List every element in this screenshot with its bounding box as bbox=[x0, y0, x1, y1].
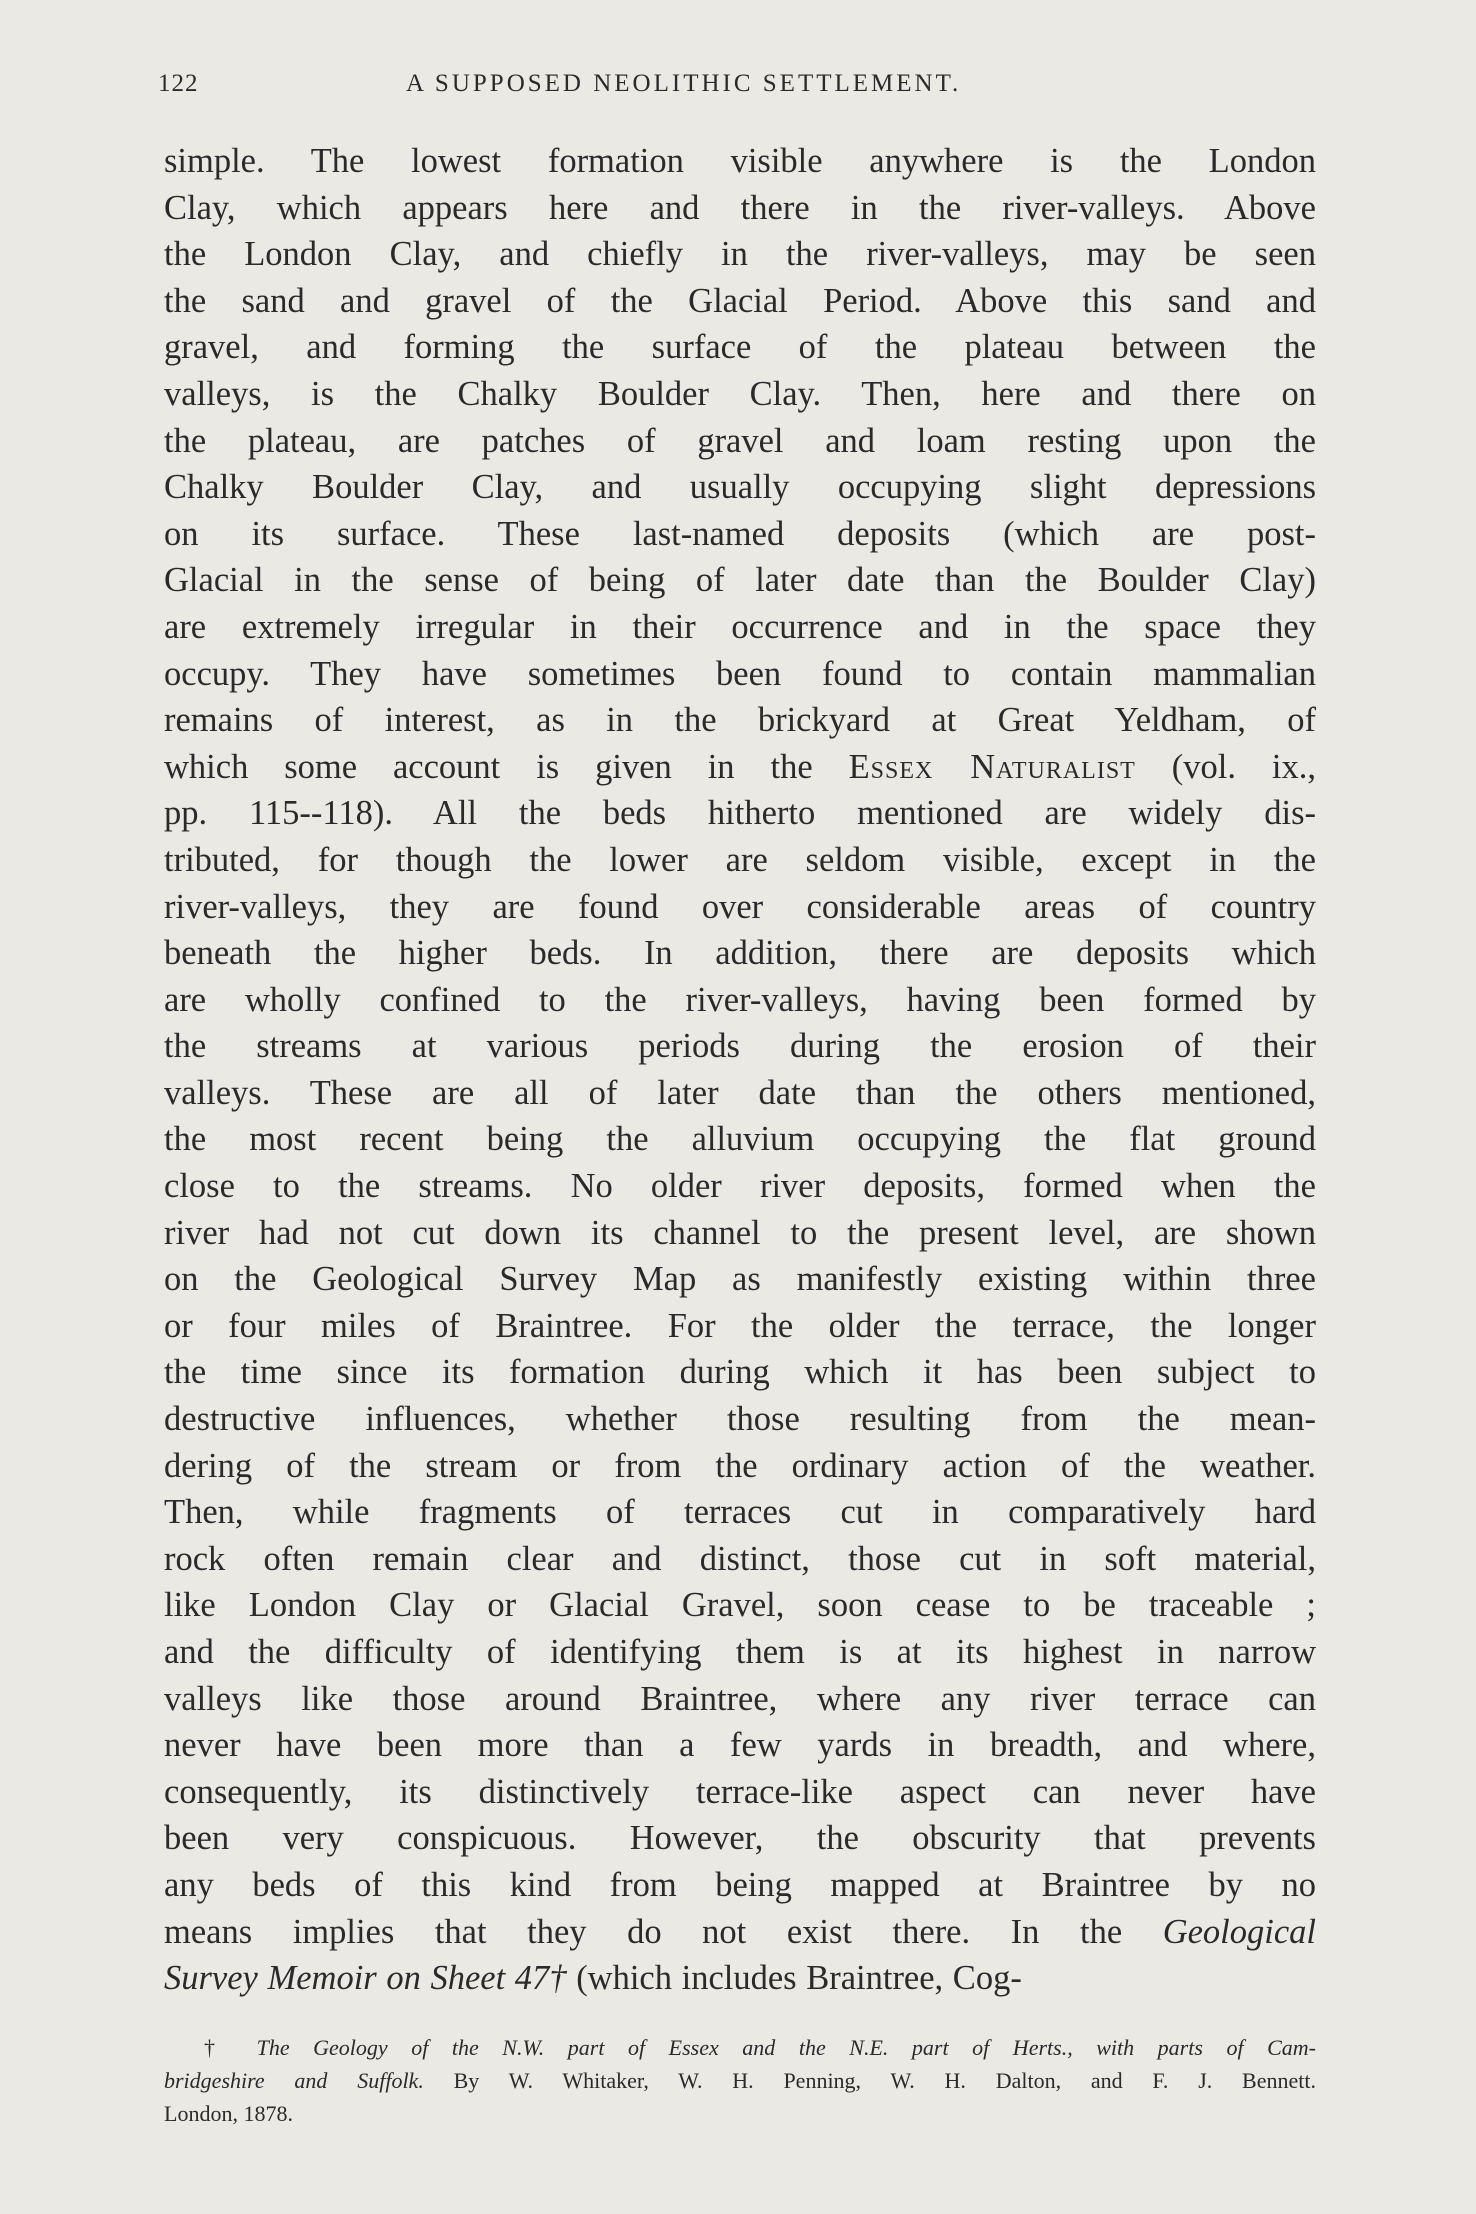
body-text-line: never have been more than a few yards in breadth, and where, bbox=[164, 1726, 1316, 1765]
body-text-line: are extremely irregular in their occurrence and in the space they bbox=[164, 607, 1316, 646]
italic-title: The Geology of the N.W. part of Essex and the N.E. part of Herts., with parts of Cam- bbox=[256, 2035, 1316, 2060]
body-text-line: beneath the higher beds. In addition, there are deposits which bbox=[164, 934, 1316, 973]
journal-title: Essex Naturalist bbox=[848, 747, 1136, 786]
body-text-line: occupy. They have sometimes been found to contain mammalian bbox=[164, 654, 1316, 693]
page-header bbox=[158, 70, 1318, 110]
footnote-line: bridgeshire and Suffolk. By W. Whitaker, W. H. Penning, W. H. Dalton, and F. J. Bennett. bbox=[164, 2068, 1316, 2093]
body-text-line: the plateau, are patches of gravel and loam resting upon the bbox=[164, 421, 1316, 460]
body-text-line: means implies that they do not exist there. In the Geological bbox=[164, 1912, 1316, 1951]
footnote bbox=[164, 2031, 1316, 2130]
body-text-line: tributed, for though the lower are seldom visible, except in the bbox=[164, 840, 1316, 879]
body-text-line: Clay, which appears here and there in the river-valleys. Above bbox=[164, 188, 1316, 227]
body-text-line: dering of the stream or from the ordinary action of the weather. bbox=[164, 1446, 1316, 1485]
body-text-line: Glacial in the sense of being of later date than the Boulder Clay) bbox=[164, 561, 1316, 600]
body-text-line: destructive influences, whether those resulting from the mean- bbox=[164, 1400, 1316, 1439]
page-number: 122 bbox=[158, 70, 199, 97]
body-text-line: valleys. These are all of later date than the others mentioned, bbox=[164, 1073, 1316, 1112]
body-text-line: close to the streams. No older river deposits, formed when the bbox=[164, 1167, 1316, 1206]
body-text-line: on the Geological Survey Map as manifestly existing within three bbox=[164, 1260, 1316, 1299]
body-text-line: river had not cut down its channel to the present level, are shown bbox=[164, 1213, 1316, 1252]
body-text-line: rock often remain clear and distinct, those cut in soft material, bbox=[164, 1539, 1316, 1578]
body-text-line: simple. The lowest formation visible anywhere is the London bbox=[164, 142, 1316, 180]
body-text-line: like London Clay or Glacial Gravel, soon cease to be traceable ; bbox=[164, 1586, 1316, 1625]
body-text-line: on its surface. These last-named deposits (which are post- bbox=[164, 514, 1316, 553]
italic-title: Survey Memoir on Sheet 47† bbox=[164, 1959, 567, 1998]
italic-title: bridgeshire and Suffolk. bbox=[164, 2068, 424, 2093]
body-text-line: river-valleys, they are found over considerable areas of country bbox=[164, 887, 1316, 926]
body-text-line: Then, while fragments of terraces cut in comparatively hard bbox=[164, 1493, 1316, 1532]
body-text-line: pp. 115--118). All the beds hitherto mentioned are widely dis- bbox=[164, 794, 1316, 833]
body-text-line: Survey Memoir on Sheet 47† (which includes Braintree, Cog- bbox=[164, 1959, 1022, 1998]
body-text-line: the sand and gravel of the Glacial Period. Above this sand and bbox=[164, 281, 1316, 320]
body-text bbox=[164, 138, 1316, 2002]
body-text-line: which some account is given in the Essex Naturalist (vol. ix., bbox=[164, 747, 1316, 786]
body-text-line: any beds of this kind from being mapped at Braintree by no bbox=[164, 1865, 1316, 1904]
body-text-line: Chalky Boulder Clay, and usually occupying slight depressions bbox=[164, 468, 1316, 507]
body-text-line: valleys like those around Braintree, where any river terrace can bbox=[164, 1679, 1316, 1718]
body-text-line: gravel, and forming the surface of the plateau between the bbox=[164, 328, 1316, 367]
body-text-line: valleys, is the Chalky Boulder Clay. Then, here and there on bbox=[164, 374, 1316, 413]
italic-title: Geological bbox=[1162, 1912, 1316, 1951]
body-text-line: and the difficulty of identifying them is at its highest in narrow bbox=[164, 1633, 1316, 1671]
body-text-line: are wholly confined to the river-valleys, having been formed by bbox=[164, 980, 1316, 1019]
footnote-line: † The Geology of the N.W. part of Essex and the N.E. part of Herts., with parts of Cam- bbox=[204, 2035, 1316, 2060]
body-text-line: the most recent being the alluvium occupying the flat ground bbox=[164, 1120, 1316, 1159]
body-text-line: the time since its formation during which it has been subject to bbox=[164, 1353, 1316, 1392]
body-text-line: remains of interest, as in the brickyard at Great Yeldham, of bbox=[164, 701, 1316, 740]
body-text-line: the London Clay, and chiefly in the river-valleys, may be seen bbox=[164, 235, 1316, 274]
body-text-line: or four miles of Braintree. For the older the terrace, the longer bbox=[164, 1306, 1316, 1345]
body-text-line: consequently, its distinctively terrace-like aspect can never have bbox=[164, 1772, 1316, 1811]
footnote-line: London, 1878. bbox=[164, 2101, 293, 2126]
running-title: A SUPPOSED NEOLITHIC SETTLEMENT. bbox=[406, 70, 962, 97]
body-text-line: the streams at various periods during the erosion of their bbox=[164, 1027, 1316, 1066]
body-text-line: been very conspicuous. However, the obscurity that prevents bbox=[164, 1819, 1316, 1858]
